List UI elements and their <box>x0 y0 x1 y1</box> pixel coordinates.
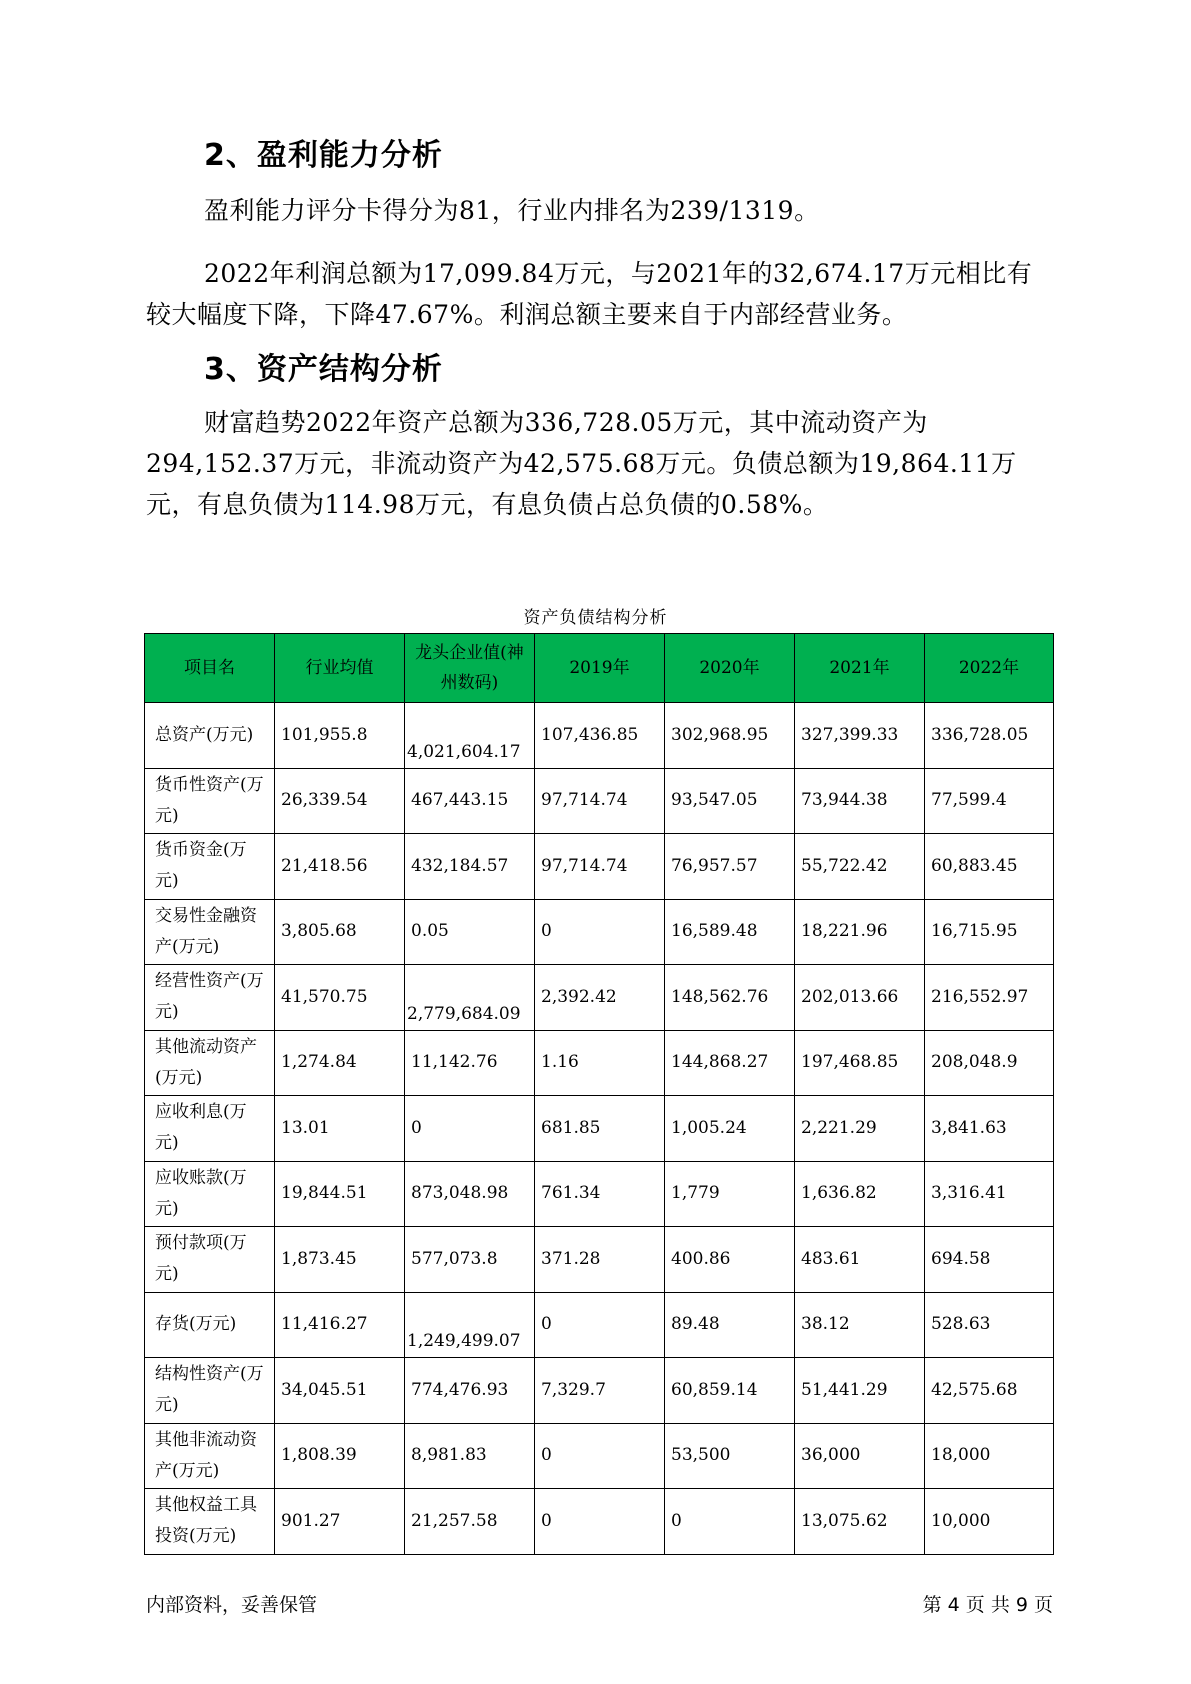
value-cell: 8,981.83 <box>405 1423 535 1489</box>
row-label-cell: 其他非流动资产(万元) <box>145 1423 275 1489</box>
value-cell: 11,142.76 <box>405 1030 535 1096</box>
value-cell: 1,779 <box>665 1161 795 1227</box>
table-row <box>145 1161 1054 1227</box>
value-cell: 1,808.39 <box>275 1423 405 1489</box>
value-cell: 76,957.57 <box>665 834 795 900</box>
table-header-cell: 2019年 <box>535 634 665 703</box>
value-cell: 16,589.48 <box>665 899 795 965</box>
table-row <box>145 1423 1054 1489</box>
value-cell: 144,868.27 <box>665 1030 795 1096</box>
value-cell: 7,329.7 <box>535 1358 665 1424</box>
value-cell: 97,714.74 <box>535 768 665 834</box>
table-header-cell: 项目名 <box>145 634 275 703</box>
table-header-row <box>145 634 1054 703</box>
value-cell: 41,570.75 <box>275 965 405 1031</box>
value-cell: 42,575.68 <box>925 1358 1054 1424</box>
value-cell: 202,013.66 <box>795 965 925 1031</box>
row-label-cell: 经营性资产(万元) <box>145 965 275 1031</box>
table-header-cell: 2021年 <box>795 634 925 703</box>
table-header-cell: 2020年 <box>665 634 795 703</box>
table-row <box>145 1096 1054 1162</box>
row-label-cell: 其他流动资产(万元) <box>145 1030 275 1096</box>
value-cell: 107,436.85 <box>535 703 665 769</box>
value-cell: 2,392.42 <box>535 965 665 1031</box>
value-cell: 528.63 <box>925 1292 1054 1358</box>
value-cell: 873,048.98 <box>405 1161 535 1227</box>
row-label-cell: 货币资金(万元) <box>145 834 275 900</box>
value-cell: 0.05 <box>405 899 535 965</box>
value-cell: 89.48 <box>665 1292 795 1358</box>
row-label-cell: 其他权益工具投资(万元) <box>145 1489 275 1555</box>
table-row <box>145 1030 1054 1096</box>
row-label-cell: 结构性资产(万元) <box>145 1358 275 1424</box>
value-cell: 13,075.62 <box>795 1489 925 1555</box>
value-cell: 18,000 <box>925 1423 1054 1489</box>
profit-total-paragraph: 2022年利润总额为17,099.84万元，与2021年的32,674.17万元相比有较大幅度下降，下降47.67%。利润总额主要来自于内部经营业务。 <box>146 259 1033 329</box>
table-row <box>145 703 1054 769</box>
value-cell: 3,316.41 <box>925 1161 1054 1227</box>
section-heading-profitability: 2、盈利能力分析 <box>204 138 443 173</box>
table-row <box>145 1227 1054 1293</box>
value-cell: 97,714.74 <box>535 834 665 900</box>
table-header-cell: 龙头企业值(神州数码) <box>405 634 535 703</box>
table-caption: 资产负债结构分析 <box>523 608 668 628</box>
value-cell: 0 <box>665 1489 795 1555</box>
value-cell: 10,000 <box>925 1489 1054 1555</box>
table-row <box>145 1292 1054 1358</box>
asset-structure-paragraph: 财富趋势2022年资产总额为336,728.05万元，其中流动资产为294,152.37万元，非流动资产为42,575.68万元。负债总额为19,864.11万元，有息负债为114.98万元，有息负债占总负债的0.58%。 <box>146 408 1017 519</box>
value-cell: 1.16 <box>535 1030 665 1096</box>
value-cell: 2,221.29 <box>795 1096 925 1162</box>
value-cell: 34,045.51 <box>275 1358 405 1424</box>
value-cell: 0 <box>535 1489 665 1555</box>
value-cell: 1,636.82 <box>795 1161 925 1227</box>
value-cell: 1,249,499.07 <box>405 1292 535 1358</box>
value-cell: 55,722.42 <box>795 834 925 900</box>
value-cell: 1,873.45 <box>275 1227 405 1293</box>
table-row <box>145 834 1054 900</box>
value-cell: 26,339.54 <box>275 768 405 834</box>
value-cell: 400.86 <box>665 1227 795 1293</box>
value-cell: 1,274.84 <box>275 1030 405 1096</box>
value-cell: 0 <box>405 1096 535 1162</box>
value-cell: 1,005.24 <box>665 1096 795 1162</box>
value-cell: 21,418.56 <box>275 834 405 900</box>
footer-page-number: 第 4 页 共 9 页 <box>922 1594 1053 1616</box>
value-cell: 371.28 <box>535 1227 665 1293</box>
value-cell: 0 <box>535 1292 665 1358</box>
value-cell: 208,048.9 <box>925 1030 1054 1096</box>
value-cell: 0 <box>535 899 665 965</box>
value-cell: 577,073.8 <box>405 1227 535 1293</box>
value-cell: 694.58 <box>925 1227 1054 1293</box>
row-label-cell: 存货(万元) <box>145 1292 275 1358</box>
value-cell: 19,844.51 <box>275 1161 405 1227</box>
value-cell: 483.61 <box>795 1227 925 1293</box>
value-cell: 21,257.58 <box>405 1489 535 1555</box>
row-label-cell: 货币性资产(万元) <box>145 768 275 834</box>
value-cell: 93,547.05 <box>665 768 795 834</box>
value-cell: 197,468.85 <box>795 1030 925 1096</box>
value-cell: 467,443.15 <box>405 768 535 834</box>
table-header-cell: 行业均值 <box>275 634 405 703</box>
section-heading-asset-structure: 3、资产结构分析 <box>204 352 443 387</box>
value-cell: 774,476.93 <box>405 1358 535 1424</box>
row-label-cell: 预付款项(万元) <box>145 1227 275 1293</box>
value-cell: 18,221.96 <box>795 899 925 965</box>
value-cell: 73,944.38 <box>795 768 925 834</box>
value-cell: 3,841.63 <box>925 1096 1054 1162</box>
value-cell: 761.34 <box>535 1161 665 1227</box>
value-cell: 16,715.95 <box>925 899 1054 965</box>
row-label-cell: 应收利息(万元) <box>145 1096 275 1162</box>
value-cell: 51,441.29 <box>795 1358 925 1424</box>
value-cell: 2,779,684.09 <box>405 965 535 1031</box>
value-cell: 302,968.95 <box>665 703 795 769</box>
value-cell: 11,416.27 <box>275 1292 405 1358</box>
table-row <box>145 1489 1054 1555</box>
table-row <box>145 1358 1054 1424</box>
value-cell: 327,399.33 <box>795 703 925 769</box>
table-header-cell: 2022年 <box>925 634 1054 703</box>
balance-sheet-table <box>144 633 1054 1555</box>
value-cell: 4,021,604.17 <box>405 703 535 769</box>
value-cell: 77,599.4 <box>925 768 1054 834</box>
value-cell: 38.12 <box>795 1292 925 1358</box>
table-row <box>145 768 1054 834</box>
value-cell: 3,805.68 <box>275 899 405 965</box>
value-cell: 60,859.14 <box>665 1358 795 1424</box>
row-label-cell: 交易性金融资产(万元) <box>145 899 275 965</box>
table-row <box>145 899 1054 965</box>
value-cell: 36,000 <box>795 1423 925 1489</box>
table-row <box>145 965 1054 1031</box>
value-cell: 60,883.45 <box>925 834 1054 900</box>
value-cell: 336,728.05 <box>925 703 1054 769</box>
profitability-score-paragraph: 盈利能力评分卡得分为81，行业内排名为239/1319。 <box>204 196 820 225</box>
row-label-cell: 应收账款(万元) <box>145 1161 275 1227</box>
value-cell: 216,552.97 <box>925 965 1054 1031</box>
value-cell: 101,955.8 <box>275 703 405 769</box>
value-cell: 901.27 <box>275 1489 405 1555</box>
value-cell: 681.85 <box>535 1096 665 1162</box>
value-cell: 432,184.57 <box>405 834 535 900</box>
value-cell: 148,562.76 <box>665 965 795 1031</box>
value-cell: 13.01 <box>275 1096 405 1162</box>
footer-confidential-note: 内部资料，妥善保管 <box>146 1594 318 1616</box>
value-cell: 53,500 <box>665 1423 795 1489</box>
row-label-cell: 总资产(万元) <box>145 703 275 769</box>
value-cell: 0 <box>535 1423 665 1489</box>
table-body <box>145 703 1054 1555</box>
